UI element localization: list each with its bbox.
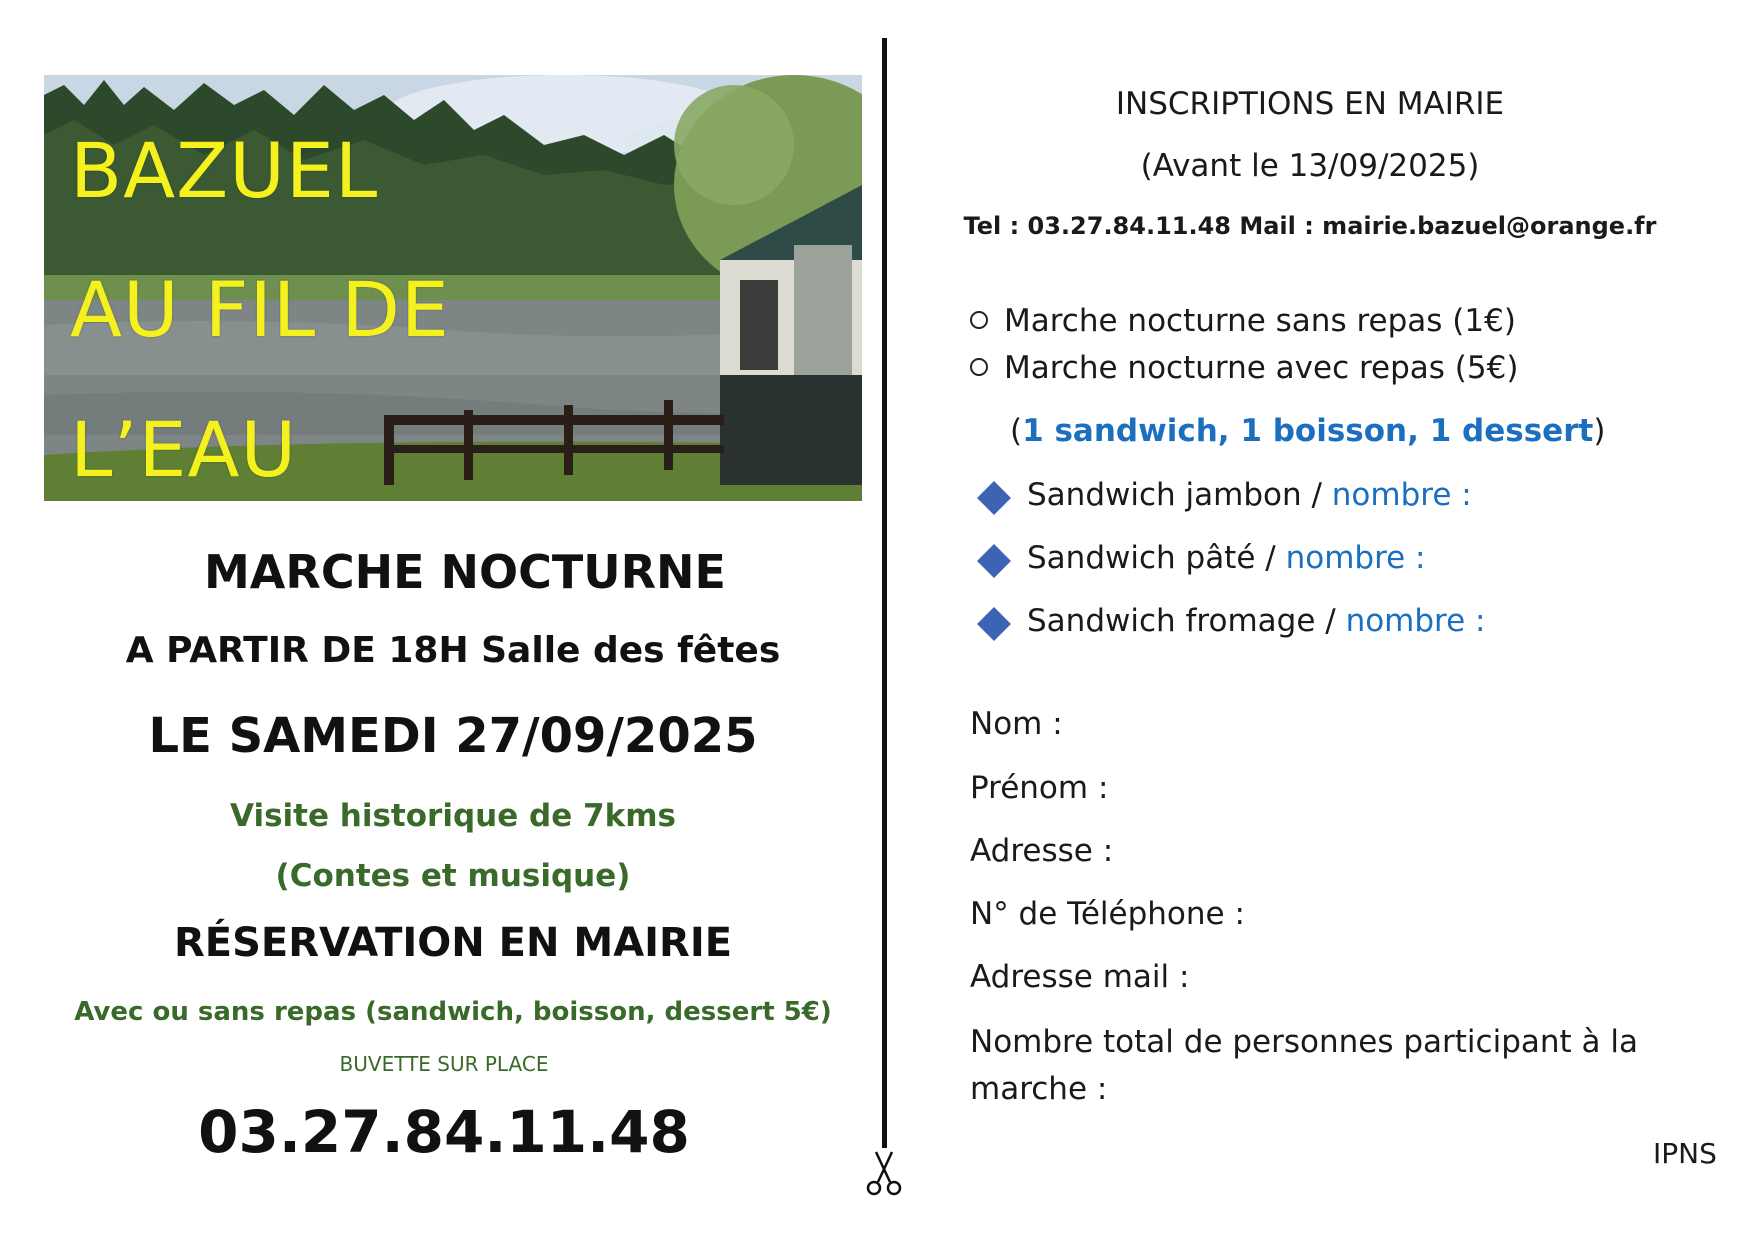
- form-deadline: (Avant le 13/09/2025): [1140, 148, 1480, 184]
- diamond-bullet-icon: [977, 544, 1011, 578]
- form-contact: Tel : 03.27.84.11.48 Mail : mairie.bazuel@orange.fr: [963, 212, 1657, 240]
- meal-detail-text: 1 sandwich, 1 boisson, 1 dessert: [1022, 413, 1594, 449]
- start-info: A PARTIR DE 18H Salle des fêtes: [125, 630, 781, 671]
- meal-detail-paren: (: [1010, 413, 1023, 449]
- option-without-meal[interactable]: [970, 303, 1516, 339]
- sandwich-label: Sandwich fromage /: [1027, 603, 1346, 639]
- form-heading: INSCRIPTIONS EN MAIRIE: [1115, 86, 1505, 122]
- option-label: Marche nocturne avec repas (5€): [1004, 350, 1519, 386]
- sandwich-label: Sandwich jambon /: [1027, 477, 1332, 513]
- circle-bullet-icon[interactable]: [970, 311, 988, 329]
- event-name: MARCHE NOCTURNE: [204, 545, 726, 599]
- field-total-line2[interactable]: marche :: [970, 1071, 1108, 1107]
- visit-extra: (Contes et musique): [275, 858, 631, 894]
- sandwich-label: Sandwich pâté /: [1027, 540, 1286, 576]
- poster-title-line: BAZUEL: [70, 126, 379, 215]
- footer-ipns: IPNS: [1653, 1137, 1717, 1170]
- visit-info: Visite historique de 7kms: [230, 798, 676, 834]
- field-total-line1[interactable]: Nombre total de personnes participant à la: [970, 1024, 1638, 1060]
- field-adresse[interactable]: Adresse :: [970, 833, 1114, 869]
- field-mail[interactable]: Adresse mail :: [970, 959, 1190, 995]
- poster-title-line: L’EAU: [70, 405, 298, 494]
- poster-phone: 03.27.84.11.48: [198, 1098, 690, 1166]
- field-telephone[interactable]: N° de Téléphone :: [970, 896, 1245, 932]
- reservation-info: RÉSERVATION EN MAIRIE: [173, 920, 733, 966]
- registration-form: [960, 0, 1750, 1241]
- cut-line: [882, 38, 887, 1148]
- scissors-icon: [862, 1148, 906, 1198]
- event-date: LE SAMEDI 27/09/2025: [148, 708, 758, 764]
- sandwich-jambon-row: [1027, 477, 1472, 513]
- option-label: Marche nocturne sans repas (1€): [1004, 303, 1516, 339]
- option-with-meal[interactable]: [970, 350, 1518, 386]
- diamond-bullet-icon: [977, 481, 1011, 515]
- sandwich-count-label[interactable]: nombre :: [1345, 603, 1486, 639]
- poster-title-line: AU FIL DE: [70, 265, 450, 354]
- sandwich-pate-row: [1027, 540, 1426, 576]
- buvette-info: BUVETTE SUR PLACE: [339, 1052, 549, 1076]
- circle-bullet-icon[interactable]: [970, 358, 988, 376]
- field-nom[interactable]: Nom :: [970, 706, 1063, 742]
- meal-detail: [1010, 413, 1605, 449]
- sandwich-fromage-row: [1027, 603, 1486, 639]
- diamond-bullet-icon: [977, 607, 1011, 641]
- meal-detail-paren: ): [1593, 413, 1606, 449]
- sandwich-count-label[interactable]: nombre :: [1285, 540, 1426, 576]
- lake-photo: [44, 75, 862, 501]
- sandwich-count-label[interactable]: nombre :: [1331, 477, 1472, 513]
- meal-info: Avec ou sans repas (sandwich, boisson, dessert 5€): [74, 997, 832, 1027]
- field-prenom[interactable]: Prénom :: [970, 770, 1109, 806]
